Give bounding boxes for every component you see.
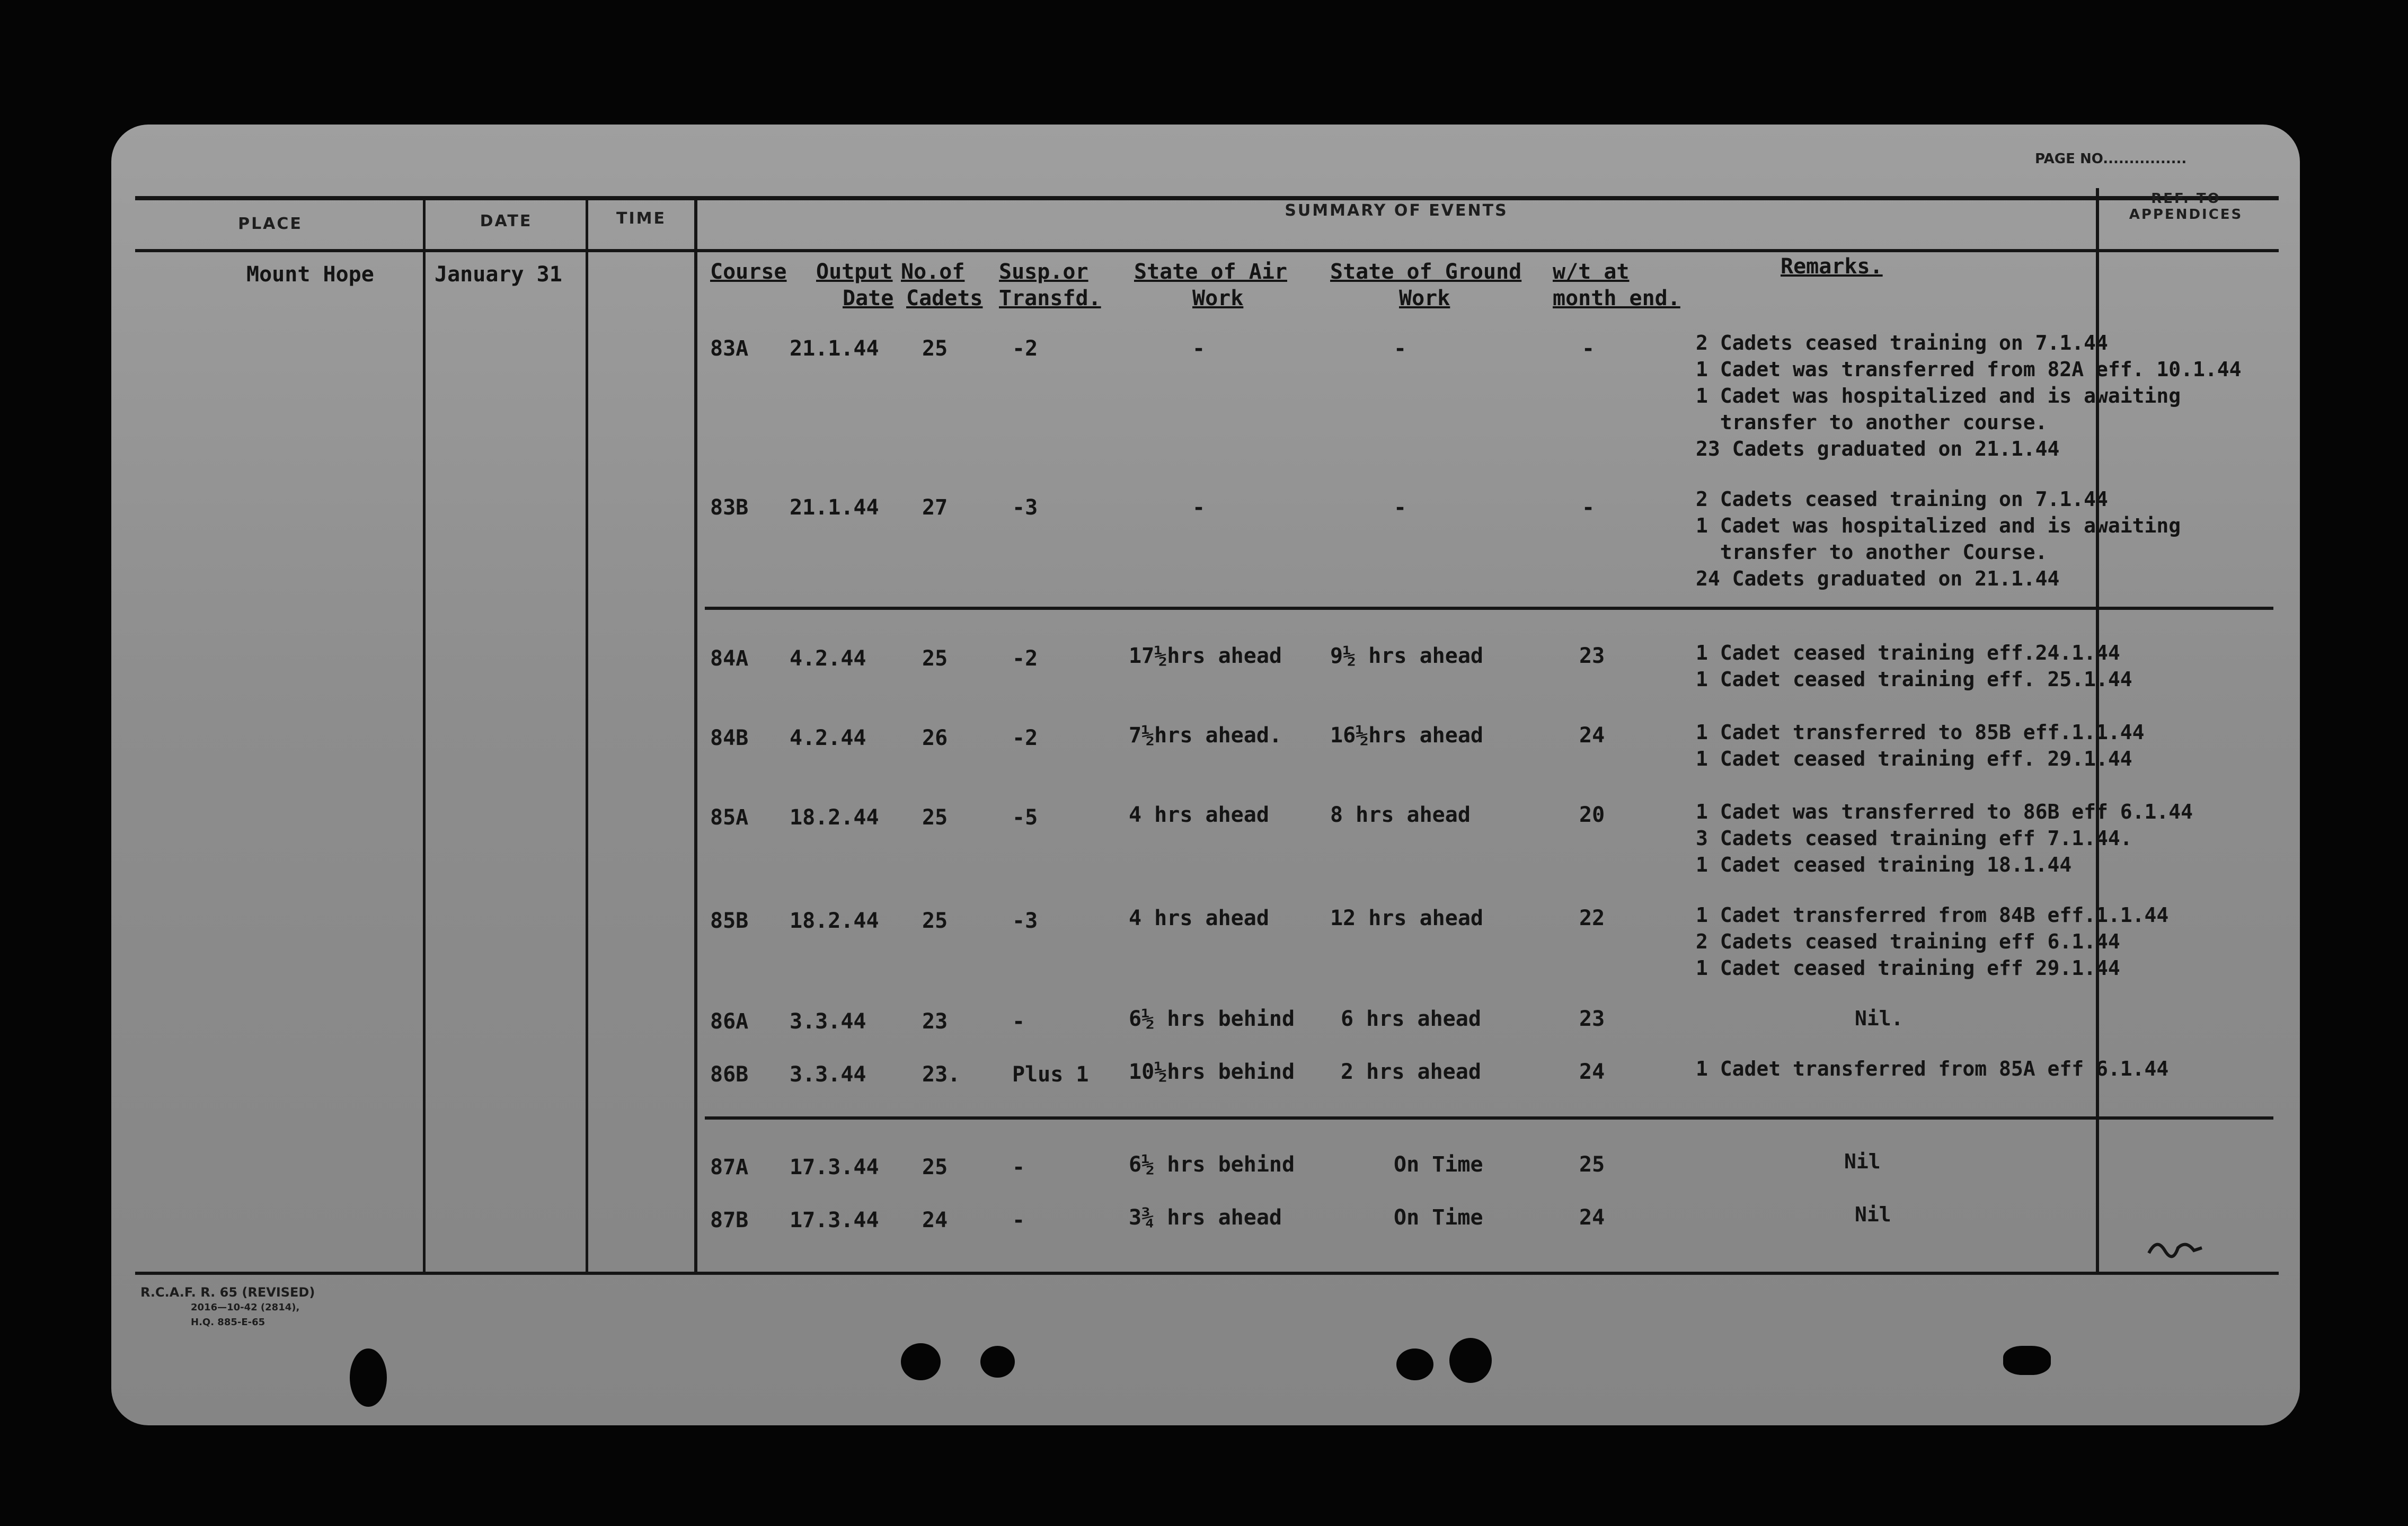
cell-output-date: 18.2.44: [790, 909, 879, 933]
column-divider-date: [586, 196, 588, 1272]
col-ground-line1: State of Ground: [1330, 260, 1522, 284]
cell-susp: -3: [1012, 495, 1038, 520]
cell-susp: -: [1012, 1009, 1025, 1034]
cell-susp: -: [1012, 1208, 1025, 1232]
cell-air-work: 17½hrs ahead: [1129, 644, 1282, 668]
header-place: PLACE: [238, 215, 303, 233]
cell-ground-work: On Time: [1394, 1205, 1483, 1230]
cell-cadets: 26: [922, 726, 948, 750]
punch-hole: [901, 1343, 941, 1380]
cell-remark-line: 1 Cadet was hospitalized and is awaiting: [1696, 514, 2181, 537]
cell-remark-line: transfer to another Course.: [1696, 540, 2048, 564]
form-reference-line: R.C.A.F. R. 65 (REVISED): [140, 1285, 315, 1300]
cell-ground-work: 6 hrs ahead: [1341, 1007, 1481, 1031]
cell-cadets: 25: [922, 805, 948, 830]
cell-remark-line: Nil: [1844, 1150, 1881, 1173]
cell-course: 87B: [710, 1208, 749, 1232]
cell-wt: -: [1582, 495, 1595, 520]
punch-hole: [2003, 1346, 2051, 1375]
cell-ground-work: 12 hrs ahead: [1330, 906, 1483, 930]
footer-rule: [135, 1272, 2279, 1275]
cell-wt: 24: [1579, 1205, 1605, 1230]
header-top-rule: [135, 196, 2279, 200]
col-remarks: Remarks.: [1781, 254, 1883, 279]
cell-ground-work: 2 hrs ahead: [1341, 1060, 1481, 1084]
cell-ground-work: On Time: [1394, 1152, 1483, 1177]
cell-air-work: -: [1192, 495, 1206, 520]
cell-remark-line: 1 Cadet was transferred from 82A eff. 10.1.44: [1696, 358, 2242, 381]
cell-wt: 24: [1579, 1060, 1605, 1084]
column-divider-time: [694, 196, 697, 1272]
cell-remark-line: 24 Cadets graduated on 21.1.44: [1696, 567, 2060, 590]
cell-output-date: 18.2.44: [790, 805, 879, 830]
cell-remark-line: 2 Cadets ceased training eff 6.1.44: [1696, 930, 2120, 953]
cell-cadets: 23.: [922, 1062, 961, 1087]
punch-hole: [350, 1348, 387, 1407]
cell-susp: -: [1012, 1155, 1025, 1179]
cell-course: 83B: [710, 495, 749, 520]
page-number-label: PAGE NO................: [2035, 151, 2187, 167]
col-wt-line1: w/t at: [1553, 260, 1630, 284]
cell-cadets: 25: [922, 646, 948, 671]
cell-air-work: 6½ hrs behind: [1129, 1152, 1295, 1177]
form-reference-line: H.Q. 885-E-65: [191, 1317, 265, 1328]
column-divider-place: [423, 196, 426, 1272]
col-output-line1: Output: [816, 260, 893, 284]
cell-susp: Plus 1: [1012, 1062, 1089, 1087]
cell-susp: -2: [1012, 646, 1038, 671]
cell-wt: 25: [1579, 1152, 1605, 1177]
cell-remark-line: 2 Cadets ceased training on 7.1.44: [1696, 331, 2108, 354]
cell-susp: -2: [1012, 726, 1038, 750]
cell-remark-line: 1 Cadet was transferred to 86B eff 6.1.44: [1696, 800, 2193, 823]
col-air-line2: Work: [1192, 286, 1244, 310]
punch-hole: [980, 1346, 1015, 1378]
cell-course: 85A: [710, 805, 749, 830]
col-ground-line2: Work: [1399, 286, 1450, 310]
header-ref-line2: APPENDICES: [2129, 207, 2243, 223]
entry-place: Mount Hope: [246, 262, 374, 287]
cell-remark-line: Nil.: [1855, 1007, 1904, 1030]
cell-cadets: 25: [922, 336, 948, 361]
group-separator: [705, 607, 2273, 610]
col-air-line1: State of Air: [1134, 260, 1287, 284]
cell-output-date: 21.1.44: [790, 495, 879, 520]
cell-remark-line: 1 Cadet was hospitalized and is awaiting: [1696, 384, 2181, 407]
cell-output-date: 3.3.44: [790, 1009, 866, 1034]
cell-cadets: 25: [922, 909, 948, 933]
war-diary-card: [111, 125, 2300, 1425]
col-cadets-line2: Cadets: [906, 286, 983, 310]
cell-air-work: 6½ hrs behind: [1129, 1007, 1295, 1031]
cell-course: 87A: [710, 1155, 749, 1179]
cell-ground-work: 9½ hrs ahead: [1330, 644, 1483, 668]
cell-course: 86B: [710, 1062, 749, 1087]
cell-susp: -2: [1012, 336, 1038, 361]
cell-output-date: 4.2.44: [790, 646, 866, 671]
cell-ground-work: 8 hrs ahead: [1330, 803, 1471, 827]
punch-hole: [1396, 1348, 1433, 1380]
cell-wt: 23: [1579, 1007, 1605, 1031]
header-summary: SUMMARY OF EVENTS: [1285, 201, 1508, 220]
cell-cadets: 23: [922, 1009, 948, 1034]
cell-air-work: -: [1192, 336, 1206, 361]
cell-wt: -: [1582, 336, 1595, 361]
cell-remark-line: 2 Cadets ceased training on 7.1.44: [1696, 487, 2108, 511]
cell-remark-line: 1 Cadet transferred to 85B eff.1.1.44: [1696, 721, 2145, 744]
cell-cadets: 27: [922, 495, 948, 520]
cell-output-date: 21.1.44: [790, 336, 879, 361]
col-susp-line2: Transfd.: [999, 286, 1101, 310]
col-susp-line1: Susp.or: [999, 260, 1088, 284]
form-reference-line: 2016—10-42 (2814),: [191, 1302, 300, 1313]
punch-hole: [1449, 1338, 1492, 1383]
cell-remark-line: Nil: [1855, 1203, 1891, 1226]
cell-susp: -3: [1012, 909, 1038, 933]
group-separator: [705, 1116, 2273, 1120]
header-time: TIME: [616, 209, 666, 228]
header-ref-line1: REF. TO: [2151, 191, 2221, 207]
cell-course: 83A: [710, 336, 749, 361]
cell-remark-line: 23 Cadets graduated on 21.1.44: [1696, 437, 2060, 460]
col-cadets-line1: No.of: [901, 260, 965, 284]
cell-wt: 20: [1579, 803, 1605, 827]
cell-ground-work: 16½hrs ahead: [1330, 723, 1483, 748]
cell-air-work: 4 hrs ahead: [1129, 803, 1269, 827]
cell-cadets: 25: [922, 1155, 948, 1179]
header-bottom-rule: [135, 249, 2279, 252]
cell-wt: 23: [1579, 644, 1605, 668]
cell-remark-line: 1 Cadet ceased training 18.1.44: [1696, 853, 2072, 876]
col-course: Course: [710, 260, 787, 284]
cell-remark-line: 1 Cadet ceased training eff. 29.1.44: [1696, 747, 2132, 770]
cell-course: 86A: [710, 1009, 749, 1034]
cell-wt: 24: [1579, 723, 1605, 748]
cell-remark-line: 1 Cadet ceased training eff. 25.1.44: [1696, 668, 2132, 691]
cell-remark-line: 3 Cadets ceased training eff 7.1.44.: [1696, 827, 2132, 850]
initials-mark: [2146, 1232, 2205, 1258]
cell-remark-line: 1 Cadet ceased training eff.24.1.44: [1696, 641, 2120, 664]
cell-wt: 22: [1579, 906, 1605, 930]
header-date: DATE: [480, 212, 533, 230]
cell-output-date: 17.3.44: [790, 1155, 879, 1179]
cell-remark-line: 1 Cadet transferred from 85A eff 6.1.44: [1696, 1057, 2169, 1080]
cell-air-work: 7½hrs ahead.: [1129, 723, 1282, 748]
cell-cadets: 24: [922, 1208, 948, 1232]
cell-air-work: 10½hrs behind: [1129, 1060, 1295, 1084]
cell-ground-work: -: [1394, 495, 1407, 520]
col-output-line2: Date: [843, 286, 894, 310]
cell-course: 84A: [710, 646, 749, 671]
cell-ground-work: -: [1394, 336, 1407, 361]
cell-output-date: 17.3.44: [790, 1208, 879, 1232]
cell-remark-line: 1 Cadet transferred from 84B eff.1.1.44: [1696, 903, 2169, 927]
col-wt-line2: month end.: [1553, 286, 1680, 310]
cell-remark-line: transfer to another course.: [1696, 411, 2048, 434]
entry-date: January 31: [435, 262, 562, 287]
cell-course: 84B: [710, 726, 749, 750]
cell-output-date: 4.2.44: [790, 726, 866, 750]
cell-remark-line: 1 Cadet ceased training eff 29.1.44: [1696, 956, 2120, 980]
cell-susp: -5: [1012, 805, 1038, 830]
cell-air-work: 3¾ hrs ahead: [1129, 1205, 1282, 1230]
cell-course: 85B: [710, 909, 749, 933]
cell-air-work: 4 hrs ahead: [1129, 906, 1269, 930]
cell-output-date: 3.3.44: [790, 1062, 866, 1087]
